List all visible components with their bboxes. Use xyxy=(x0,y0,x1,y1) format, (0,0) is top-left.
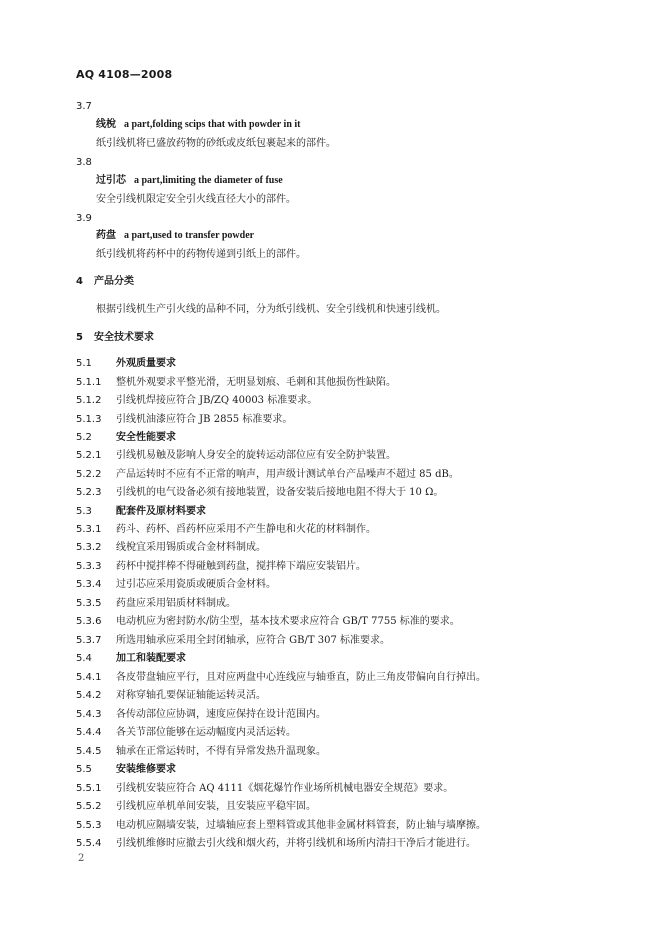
clause-number: 5.4.1 xyxy=(76,672,102,683)
clause-text: 对称穿轴孔要保证轴能运转灵活。 xyxy=(116,690,266,701)
clause xyxy=(76,782,453,795)
clause-number: 5.5.4 xyxy=(76,838,102,849)
clause xyxy=(76,819,486,832)
clause xyxy=(76,597,236,610)
clause-number: 5.3.1 xyxy=(76,524,102,535)
definition-text: 安全引线机限定安全引火线直径大小的部件。 xyxy=(96,194,296,205)
clause-number: 5.2.2 xyxy=(76,469,102,480)
clause-heading xyxy=(76,763,176,776)
section-paragraph: 根据引线机生产引火线的品种不同，分为纸引线机、安全引线机和快速引线机。 xyxy=(96,304,446,315)
definition-english: a part,limiting the diameter of fuse xyxy=(134,175,283,186)
clause-number: 5.4 xyxy=(76,653,92,664)
clause-number: 5.2 xyxy=(76,432,92,443)
standard-header: AQ 4108—2008 xyxy=(76,68,173,81)
clause xyxy=(76,578,276,591)
definition-number: 3.7 xyxy=(76,101,92,112)
definition-term: 过引芯 xyxy=(96,175,126,186)
clause-number: 5.3.6 xyxy=(76,616,102,627)
clause-text: 引线机焊接应符合 JB/ZQ 40003 标准要求。 xyxy=(116,395,318,406)
clause-number: 5.4.2 xyxy=(76,690,102,701)
clause-text: 电动机应为密封防水/防尘型，基本技术要求应符合 GB/T 7755 标准的要求。 xyxy=(116,616,460,627)
clause-text: 药杯中搅拌棒不得碰触到药盘，搅拌棒下端应安装铝片。 xyxy=(116,561,366,572)
page-number: 2 xyxy=(78,853,85,864)
clause xyxy=(76,486,443,499)
clause-number: 5.2.1 xyxy=(76,450,102,461)
clause-text: 各关节部位能够在运动幅度内灵活运转。 xyxy=(116,727,296,738)
clause xyxy=(76,671,486,684)
clause xyxy=(76,708,326,721)
clause-number: 5.5.3 xyxy=(76,820,102,831)
definition-term-line xyxy=(96,118,301,131)
definition-english: a part,folding scips that with powder in it xyxy=(124,119,301,130)
clause xyxy=(76,745,326,758)
clause-text: 引线机维修时应撤去引火线和烟火药，并将引线机和场所内清扫干净后才能进行。 xyxy=(116,838,476,849)
definition-text: 纸引线机将药杯中的药物传递到引纸上的部件。 xyxy=(96,249,306,260)
clause-text: 引线机应单机单间安装，且安装应平稳牢固。 xyxy=(116,801,316,812)
clause-text: 安全性能要求 xyxy=(116,432,176,443)
clause xyxy=(76,837,476,850)
clause-text: 过引芯应采用瓷质或硬质合金材料。 xyxy=(116,579,276,590)
clause-number: 5.2.3 xyxy=(76,487,102,498)
clause-text: 药斗、药杯、舀药杯应采用不产生静电和火花的材料制作。 xyxy=(116,524,376,535)
clause-number: 5.4.5 xyxy=(76,746,102,757)
clause-text: 外观质量要求 xyxy=(116,358,176,369)
clause xyxy=(76,394,317,407)
clause xyxy=(76,376,396,389)
clause xyxy=(76,523,376,536)
clause-text: 引线机的电气设备必须有接地装置，设备安装后接地电阻不得大于 10 Ω。 xyxy=(116,487,444,498)
clause xyxy=(76,413,292,426)
clause-text: 整机外观要求平整光滑，无明显划痕、毛刺和其他损伤性缺陷。 xyxy=(116,377,396,388)
clause xyxy=(76,634,390,647)
definition-english: a part,used to transfer powder xyxy=(124,230,255,241)
clause-text: 各皮带盘轴应平行，且对应两盘中心连线应与轴垂直，防止三角皮带偏向自行掉出。 xyxy=(116,672,486,683)
clause-text: 引线机安装应符合 AQ 4111《烟花爆竹作业场所机械电器安全规范》要求。 xyxy=(116,783,454,794)
clause-text: 各传动部位应协调，速度应保持在设计范围内。 xyxy=(116,709,326,720)
definition-number: 3.9 xyxy=(76,213,92,224)
clause xyxy=(76,615,460,628)
clause-number: 5.1.2 xyxy=(76,395,102,406)
definition-term-line xyxy=(96,229,254,242)
clause-number: 5.4.4 xyxy=(76,727,102,738)
definition-term: 药盘 xyxy=(96,230,116,241)
clause-text: 药盘应采用铝质材料制成。 xyxy=(116,598,236,609)
section-number: 4 xyxy=(76,276,83,287)
clause-number: 5.3.2 xyxy=(76,542,102,553)
section-heading xyxy=(76,275,134,288)
clause-text: 线梲宜采用锡质或合金材料制成。 xyxy=(116,542,266,553)
definition-term: 线梲 xyxy=(96,119,116,130)
clause-number: 5.3.3 xyxy=(76,561,102,572)
clause-text: 配套件及原材料要求 xyxy=(116,506,206,517)
clause-text: 电动机应隔墙安装，过墙轴应套上塑料管或其他非金属材料管套，防止轴与墙摩擦。 xyxy=(116,820,486,831)
clause-text: 加工和装配要求 xyxy=(116,653,186,664)
clause-heading xyxy=(76,505,206,518)
clause xyxy=(76,560,366,573)
clause-number: 5.3.4 xyxy=(76,579,102,590)
definition-number: 3.8 xyxy=(76,157,92,168)
clause-number: 5.4.3 xyxy=(76,709,102,720)
clause-number: 5.1.1 xyxy=(76,377,102,388)
clause xyxy=(76,468,459,481)
clause-number: 5.5 xyxy=(76,764,92,775)
clause-heading xyxy=(76,652,186,665)
definition-term-line xyxy=(96,174,283,187)
clause-number: 5.3 xyxy=(76,506,92,517)
clause-number: 5.3.7 xyxy=(76,635,102,646)
clause-text: 安装维修要求 xyxy=(116,764,176,775)
clause-text: 轴承在正常运转时，不得有异常发热升温现象。 xyxy=(116,746,326,757)
clause-number: 5.3.5 xyxy=(76,598,102,609)
clause-text: 所选用轴承应采用全封闭轴承，应符合 GB/T 307 标准要求。 xyxy=(116,635,390,646)
clause-number: 5.5.2 xyxy=(76,801,102,812)
clause-text: 引线机油漆应符合 JB 2855 标准要求。 xyxy=(116,414,293,425)
section-heading xyxy=(76,331,154,344)
definition-text: 纸引线机将已盛放药物的砂纸或皮纸包裹起来的部件。 xyxy=(96,138,336,149)
clause xyxy=(76,541,266,554)
clause xyxy=(76,449,396,462)
section-title: 产品分类 xyxy=(94,276,134,287)
clause-number: 5.1 xyxy=(76,358,92,369)
section-title: 安全技术要求 xyxy=(94,332,154,343)
section-number: 5 xyxy=(76,332,83,343)
clause-number: 5.5.1 xyxy=(76,783,102,794)
clause-heading xyxy=(76,357,176,370)
clause xyxy=(76,800,316,813)
clause-text: 引线机易触及影响人身安全的旋转运动部位应有安全防护装置。 xyxy=(116,450,396,461)
clause xyxy=(76,726,296,739)
clause-heading xyxy=(76,431,176,444)
clause-text: 产品运转时不应有不正常的响声，用声级计测试单台产品噪声不超过 85 dB。 xyxy=(116,469,459,480)
clause xyxy=(76,689,266,702)
clause-number: 5.1.3 xyxy=(76,414,102,425)
